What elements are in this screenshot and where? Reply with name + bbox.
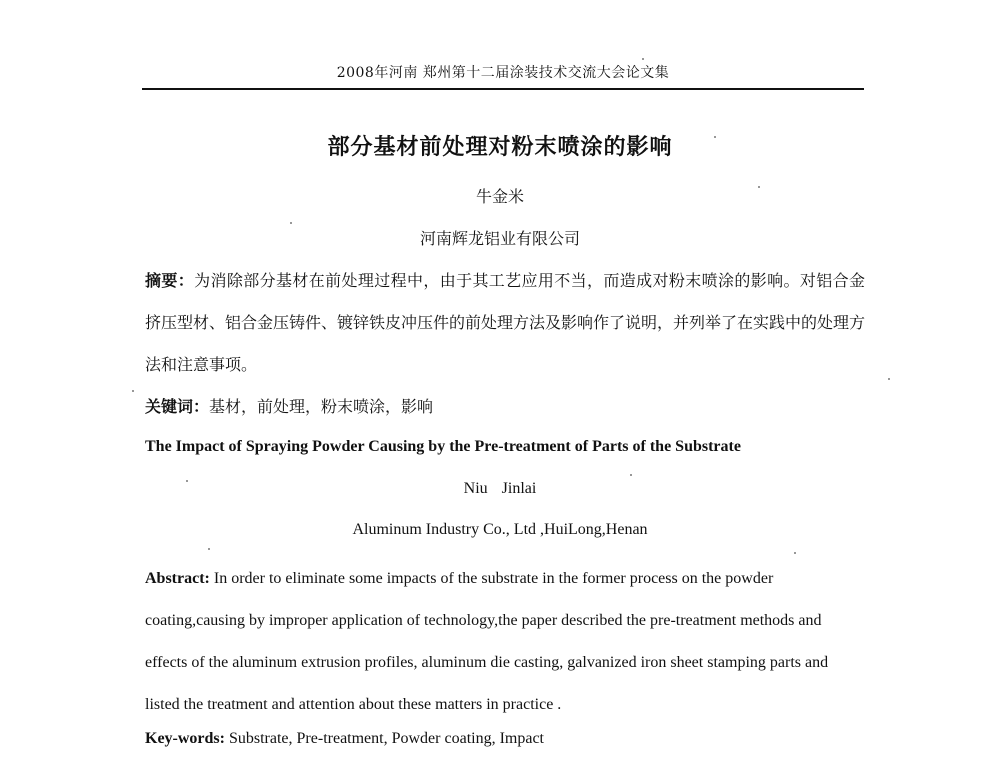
- chinese-keywords-label: 关键词：: [145, 397, 210, 416]
- scan-speck: [290, 222, 292, 224]
- scan-speck: [888, 378, 890, 380]
- chinese-keywords: [145, 394, 433, 417]
- english-keywords-label: Key-words:: [145, 730, 225, 747]
- english-keywords-text: Substrate, Pre-treatment, Powder coating, Impact: [228, 730, 544, 747]
- scan-speck: [794, 552, 796, 554]
- english-affiliation: Aluminum Industry Co., Ltd ,HuiLong,Henan: [352, 521, 648, 538]
- scan-speck: [714, 136, 716, 138]
- chinese-affiliation: 河南辉龙铝业有限公司: [419, 229, 580, 248]
- english-abstract-text: In order to eliminate some impacts of the substrate in the former process on the powder coating,causing by improper application of technology,the paper described the pre-treatment methods and effects of the aluminum extrusion profiles, aluminum die casting, galvanized iron sheet stamping parts and listed the treatment and attention about these matters in practice .: [145, 570, 829, 713]
- scan-speck: [630, 474, 632, 476]
- english-author: [0, 480, 1000, 498]
- chinese-keywords-text: 基材，前处理，粉末喷涂，影响: [209, 397, 434, 416]
- english-abstract-label: Abstract:: [145, 570, 210, 587]
- header-rule: [142, 88, 864, 90]
- chinese-abstract-label: 摘要：: [145, 271, 195, 290]
- english-title: The Impact of Spraying Powder Causing by the Pre-treatment of Parts of the Substrate: [145, 438, 741, 455]
- chinese-abstract: [145, 260, 865, 386]
- english-abstract: [145, 558, 865, 726]
- english-author-family: Jinlai: [501, 480, 537, 497]
- scan-speck: [132, 390, 134, 392]
- scan-speck: [758, 186, 760, 188]
- chinese-abstract-text: 为消除部分基材在前处理过程中，由于其工艺应用不当，而造成对粉末喷涂的影响。对铝合金挤压型材、铝合金压铸件、镀锌铁皮冲压件的前处理方法及影响作了说明，并列举了在实践中的处理方法和注意事项。: [145, 271, 866, 374]
- scan-speck: [642, 58, 644, 60]
- running-header: 2008年河南 郑州第十二届涂装技术交流大会论文集: [336, 65, 670, 81]
- english-author-given: Niu: [463, 480, 488, 497]
- scan-speck: [208, 548, 210, 550]
- scan-speck: [186, 480, 188, 482]
- chinese-author: 牛金米: [475, 187, 524, 206]
- chinese-title: 部分基材前处理对粉末喷涂的影响: [327, 134, 673, 160]
- english-keywords: [145, 730, 544, 748]
